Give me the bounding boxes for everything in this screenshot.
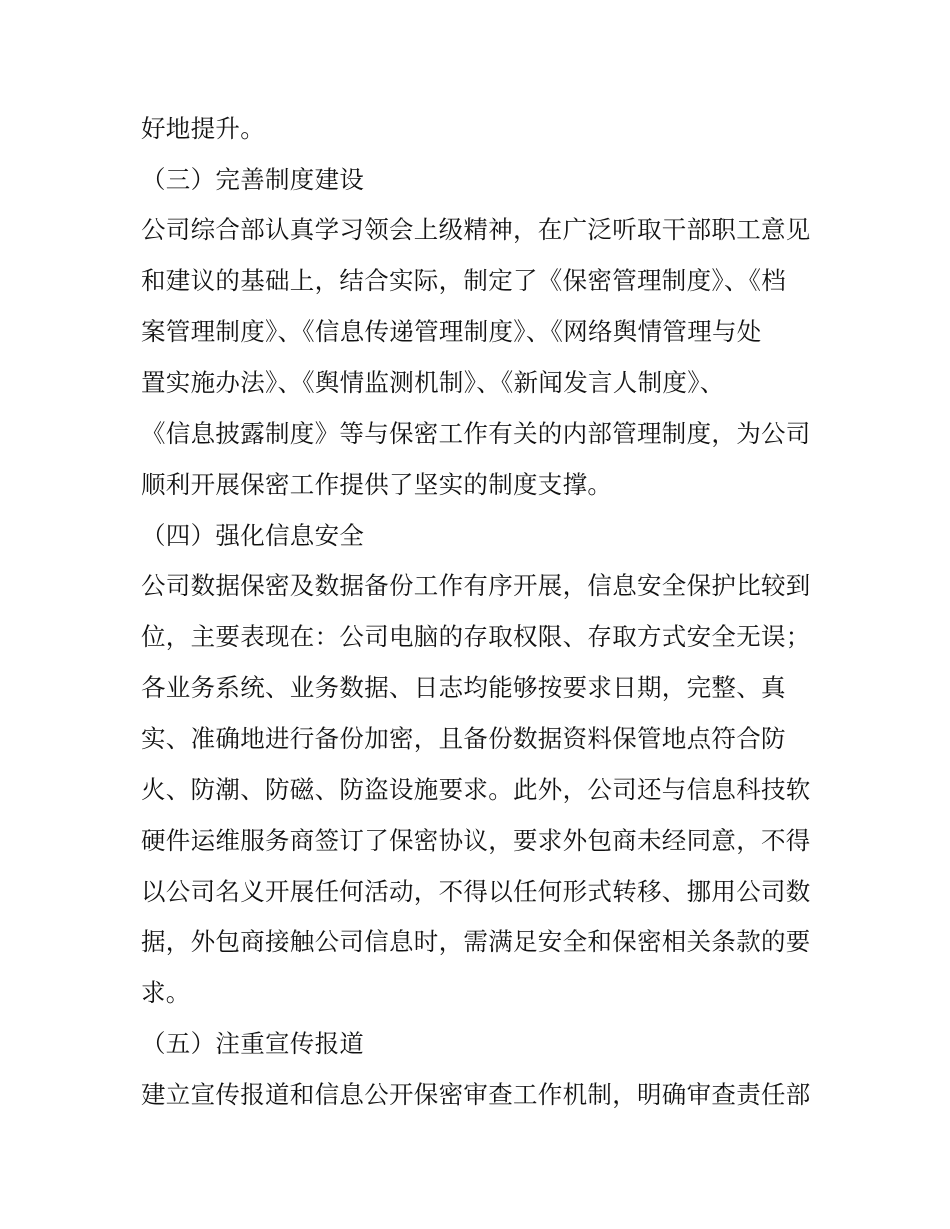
paragraph-line: 公司数据保密及数据备份工作有序开展，信息安全保护比较到 [141,571,811,600]
paragraph-line: 公司综合部认真学习领会上级精神，在广泛听取干部职工意见 [141,215,811,244]
paragraph-line: 《信息披露制度》等与保密工作有关的内部管理制度，为公司 [141,419,811,448]
paragraph-line: 实、准确地进行备份加密，且备份数据资料保管地点符合防 [141,724,786,753]
paragraph-line: 据，外包商接触公司信息时，需满足安全和保密相关条款的要 [141,927,811,956]
section-heading-5: （五）注重宣传报道 [141,1029,365,1058]
section-heading-4: （四）强化信息安全 [141,521,365,550]
paragraph-line: 建立宣传报道和信息公开保密审查工作机制，明确审查责任部 [141,1080,811,1109]
paragraph-line: 以公司名义开展任何活动，不得以任何形式转移、挪用公司数 [141,877,811,906]
paragraph-line: 火、防潮、防磁、防盗设施要求。此外，公司还与信息科技软 [141,775,811,804]
paragraph-line: 位，主要表现在：公司电脑的存取权限、存取方式安全无误； [141,622,811,651]
paragraph-line: 好地提升。 [141,114,265,143]
paragraph-line: 各业务系统、业务数据、日志均能够按要求日期，完整、真 [141,673,786,702]
paragraph-line: 案管理制度》、《信息传递管理制度》、《网络舆情管理与处 [141,317,762,346]
paragraph-line: 求。 [141,978,191,1007]
paragraph-line: 硬件运维服务商签订了保密协议，要求外包商未经同意，不得 [141,826,811,855]
paragraph-line: 和建议的基础上，结合实际，制定了《保密管理制度》、《档 [141,266,787,295]
paragraph-line: 顺利开展保密工作提供了坚实的制度支撑。 [141,470,613,499]
section-heading-3: （三）完善制度建设 [141,165,365,194]
paragraph-line: 置实施办法》、《舆情监测机制》、《新闻发言人制度》、 [141,368,725,397]
